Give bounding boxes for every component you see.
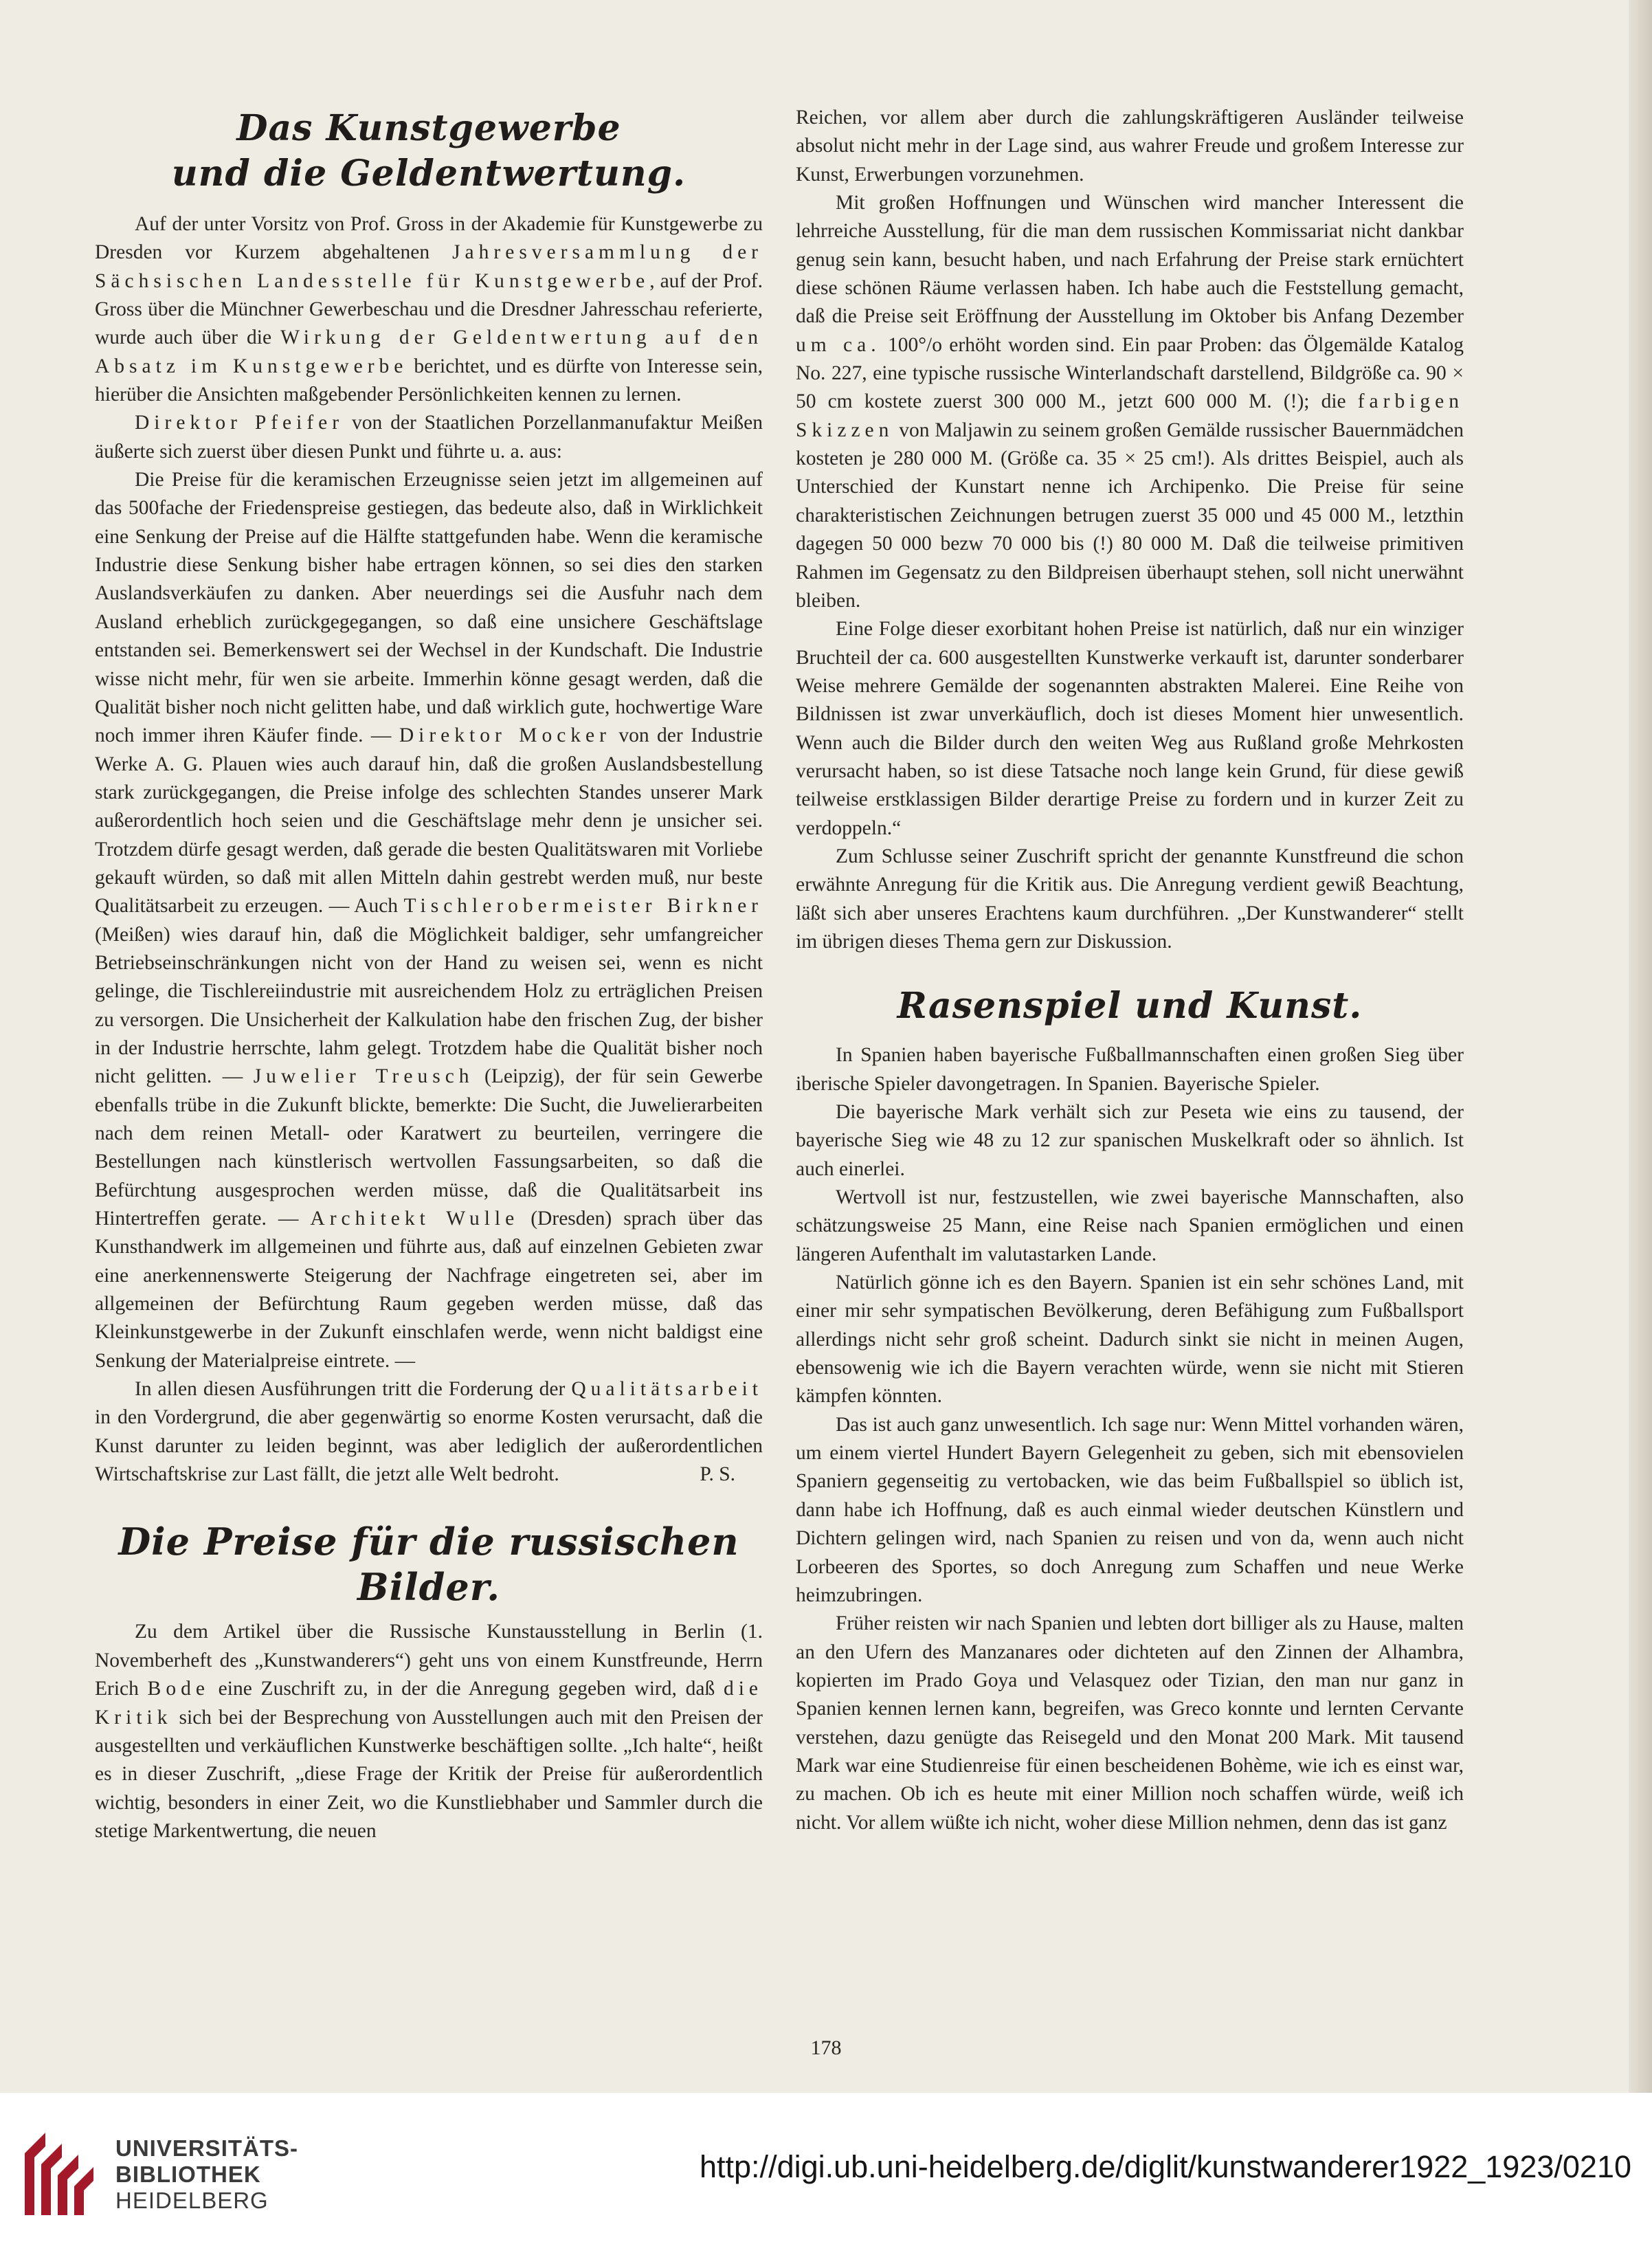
heading-line: und die Geldentwertung.	[171, 153, 687, 195]
spaced-emphasis: um ca.	[796, 333, 881, 356]
paragraph	[95, 466, 763, 1375]
spaced-emphasis: Juwelier Treusch	[253, 1065, 474, 1088]
text-run: (Dresden) sprach über das Kunsthandwerk im allgemeinen und führte aus, daß auf einzelnen Gebieten zwar eine anerkennenswerte Steigerung der Nachfrage eingetreten sei, aber im allgemeinen der Befürchtung Raum gegeben werden müsse, daß das Kleinkunstgewerbe in der Zukunft einschlafen werde, wenn nicht baldigst eine Senkung der Materialpreise eintrete. —	[95, 1208, 763, 1372]
spaced-emphasis: Bode	[147, 1678, 210, 1700]
text-run: Zu dem Artikel über die Russische Kunstausstellung in Berlin (1. Novemberheft des „Kunstwanderers“) geht uns von einem Kunstfreunde, Herrn Erich	[95, 1621, 763, 1700]
text-run: eine Zuschrift zu, in der die Anregung gegeben wird, daß	[209, 1678, 724, 1700]
heading-line: Das Kunstgewerbe	[236, 107, 621, 149]
paragraph: In Spanien haben bayerische Fußballmannschaften einen großen Sieg über iberische Spieler davongetragen. In Spanien. Bayerische Spieler.	[796, 1044, 1464, 1095]
spaced-emphasis: Tischlerobermeister Birkner	[403, 895, 763, 918]
author-signature: P. S.	[700, 1463, 735, 1486]
text-run: berichtet, und es dürfte von Interesse sein, hierüber die Ansichten maßgebender Persönlichkeiten kennen zu lernen.	[95, 355, 763, 406]
text-run: sich bei der Besprechung von Ausstellungen auch mit den Preisen der ausgestellten und verkäuflichen Kunstwerke beschäftigen sollte. „Ich halte“, heißt es in dieser Zuschrift, „diese Frage der Kritik der Preise für außerordentlich wichtig, besonders in einer Zeit, wo die Kunstliebhaber und Sammler durch die stetige Markentwertung, die neuen	[95, 1706, 763, 1842]
library-name	[115, 2135, 298, 2214]
article-heading-kunstgewerbe	[95, 106, 763, 197]
text-run: (Meißen) wies darauf hin, daß die Möglichkeit baldiger, sehr umfangreicher Betriebseinschränkungen nicht von der Hand zu weisen sei, wenn es nicht gelinge, die Tischlereiindustrie mit ausreichendem Holz zu erträglichen Preisen zu versorgen. Die Unsicherheit der Kalkulation habe den frischen Zug, der bisher in der Industrie herrschte, lahm gelegt. Trotzdem habe die Qualität bisher noch nicht gelitten. —	[95, 923, 763, 1088]
paragraph: Früher reisten wir nach Spanien und lebten dort billiger als zu Hause, malten an den Ufern des Manzanares oder dichteten auf den Zinnen der Alhambra, kopierten im Prado Goya und Velasquez oder Tizian, den man nur ganz in Spanien kennen lernen kann, begreifen, was Greco konnte und lernten Cervante verstehen, dazu genügte das Reisegeld und den Monat 200 Mark. Mit tausend Mark war eine Studienreise für einen bescheidenen Bohème, wie ich es einst war, zu machen. Ob ich es heute mit einer Million noch schaffen würde, weiß ich nicht. Vor allem wüßte ich nicht, woher diese Million nehmen, denn das ist ganz	[796, 1612, 1464, 1834]
text-run: In allen diesen Ausführungen tritt die Forderung der	[135, 1378, 572, 1401]
text-run: von Maljawin zu seinem großen Gemälde russischer Bauernmädchen kosteten je 280 000 M. (Größe ca. 35 × 25 cm!). Als drittes Beispiel, auch als Unterschied der Kunstart nenne ich Archipenko. Die Preise für seine charakteristischen Zeichnungen betrugen zuerst 35 000 und 45 000 M., letzthin dagegen 50 000 bezw 70 000 bis (!) 80 000 M. Daß die teilweise primitiven Rahmen im Gegensatz zu den Bildpreisen überhaupt stehen, soll nicht unerwähnt bleiben.	[796, 419, 1464, 612]
source-url-link[interactable]: http://digi.ub.uni-heidelberg.de/diglit/kunstwanderer1922_1923/0210	[700, 2149, 1631, 2184]
left-column	[95, 96, 763, 1845]
spaced-emphasis: Qualitätsarbeit	[571, 1378, 763, 1401]
spaced-emphasis: Architekt Wulle	[310, 1208, 520, 1230]
article-heading-rasenspiel: Rasenspiel und Kunst.	[897, 985, 1363, 1027]
paragraph	[95, 1375, 763, 1489]
spaced-emphasis: die Kritik	[95, 1678, 763, 1729]
paragraph: Eine Folge dieser exorbitant hohen Preise ist natürlich, daß nur ein winziger Bruchteil der ca. 600 ausgestellten Kunstwerke verkauft ist, darunter sonderbarer Weise mehrere Gemälde der sogenannten abstrakten Malerei. Eine Reihe von Bildnissen ist zwar unverkäuflich, doch ist dieses Moment hier unwesentlich. Wenn auch die Bilder durch den weiten Weg aus Rußland große Mehrkosten verursacht haben, so ist diese Tatsache noch lange kein Grund, für diese gewiß teilweise erstklassigen Bilder derartige Preise zu fordern und in kurzer Zeit zu verdoppeln.“	[796, 618, 1464, 839]
paragraph: Die bayerische Mark verhält sich zur Peseta wie eins zu tausend, der bayerische Sieg wie 48 zu 12 zur spanischen Muskelkraft oder so ähnlich. Ist auch einerlei.	[796, 1101, 1464, 1180]
paragraph	[95, 210, 763, 409]
text-run: , auf der Prof. Gross über die Münchner Gewerbeschau und die Dresdner Jahresschau referierte, wurde auch über die	[95, 269, 763, 349]
paragraph: Natürlich gönne ich es den Bayern. Spanien ist ein sehr schönes Land, mit einer mir sehr sympatischen Bevölkerung, deren Befähigung zum Fußballsport allerdings nicht sehr groß scheint. Dadurch sinkt sie nicht in meinen Augen, ebensowenig wie ich die Bayern verachten würde, wenn sie nicht mit Stieren kämpfen könnten.	[796, 1271, 1464, 1408]
text-run: (Leipzig), der für sein Gewerbe ebenfalls trübe in die Zukunft blickte, bemerkte: Die Sucht, die Juwelierarbeiten nach dem reinen Metall- oder Karatwert zu beurteilen, verringere die Bestellungen nach künstlerisch wertvollen Fassungsarbeiten, so daß die Befürchtung ausgesprochen werden müsse, daß die Qualitätsarbeit ins Hintertreffen gerate. —	[95, 1065, 763, 1230]
library-name-line: HEIDELBERG	[115, 2188, 269, 2213]
article-heading-russische-bilder: Die Preise für die russischen Bilder.	[118, 1520, 739, 1610]
right-column	[796, 104, 1464, 1837]
paragraph: Reichen, vor allem aber durch die zahlungskräftigeren Ausländer teilweise absolut nicht mehr in der Lage sind, aus wahrer Freude und großem Interesse zur Kunst, Erwerbungen vorzunehmen.	[796, 107, 1464, 186]
spaced-emphasis: Direktor Mocker	[399, 724, 611, 747]
digitization-footer	[0, 2093, 1652, 2255]
spaced-emphasis: Jahresversammlung der Sächsischen Landesstelle für Kunstgewerbe	[95, 241, 763, 292]
paragraph	[95, 1618, 763, 1845]
text-run: Mit großen Hoffnungen und Wünschen wird mancher Interessent die lehrreiche Ausstellung, für die man dem russischen Kommissariat nicht dankbar genug sein kann, besucht haben, und nach Erfahrung der Preise stark ernüchtert diese schönen Räume verlassen haben. Ich habe auch die Feststellung gemacht, daß die Preise seit Eröffnung der Ausstellung im Oktober bis Anfang Dezember	[796, 192, 1464, 328]
text-run: von der Industrie Werke A. G. Plauen wies auch darauf hin, daß die großen Auslandsbestellung stark zurückgegangen, die Preise infolge des schlechten Standes unserer Mark außerordentlich hoch seien und die Geschäftslage mehr denn je unsicher sei. Trotzdem dürfe gesagt werden, daß gerade die besten Qualitätswaren mit Vorliebe gekauft würden, so daß mit allen Mitteln dahin gestrebt werden muß, nur beste Qualitätsarbeit zu erzeugen. — Auch	[95, 724, 763, 918]
spaced-emphasis: farbigen Skizzen	[796, 390, 1464, 441]
paragraph: Zum Schlusse seiner Zuschrift spricht der genannte Kunstfreund die schon erwähnte Anregung für die Kritik aus. Die Anregung verdient gewiß Beachtung, läßt sich aber unseres Erachtens kaum durchführen. „Der Kunstwanderer“ stellt im übrigen dieses Thema gern zur Diskussion.	[796, 845, 1464, 953]
paragraph	[95, 409, 763, 466]
paragraph: Das ist auch ganz unwesentlich. Ich sage nur: Wenn Mittel vorhanden wären, um einem viertel Hundert Bayern Gelegenheit zu geben, sich mit ebensovielen Spaniern gegenseitig zu vertobacken, wie das beim Fußballspiel so üblich ist, dann habe ich Hoffnung, daß es auch einmal wieder deutschen Künstlern und Dichtern gelingen wird, nach Spanien zu reisen und von da, wenn auch nicht Lorbeeren des Sportes, so doch Anregung zum Schaffen und neue Werke heimzubringen.	[796, 1413, 1464, 1606]
library-name-line: BIBLIOTHEK	[115, 2162, 261, 2187]
text-run: Die Preise für die keramischen Erzeugnisse seien jetzt im allgemeinen auf das 500fache der Friedenspreise gestiegen, das bedeute also, daß in Wirklichkeit eine Senkung der Preise auf die Hälfte stattgefunden habe. Wenn die keramische Industrie diese Senkung bisher habe ertragen können, so sei dies den starken Auslandsverkäufen zu danken. Aber neuerdings sei die Ausfuhr nach dem Ausland erheblich zurückgegegangen, so daß eine unsichere Geschäftslage entstanden sei. Bemerkenswert sei der Wechsel in der Kundschaft. Die Industrie wisse nicht mehr, für wen sie arbeite. Immerhin könne gesagt werden, daß die Qualität bisher noch nicht gelitten habe, und daß wirklich gute, hochwertige Ware noch immer ihren Käufer finde. —	[95, 469, 763, 747]
paragraph: Wertvoll ist nur, festzustellen, wie zwei bayerische Mannschaften, also schätzungsweise 25 Mann, eine Reise nach Spanien ermöglichen und einen längeren Aufenthalt im valutastarken Lande.	[796, 1186, 1464, 1265]
library-name-line: UNIVERSITÄTS-	[115, 2135, 299, 2161]
paragraph	[796, 189, 1464, 615]
text-run: von der Staatlichen Porzellanmanufaktur Meißen äußerte sich zuerst über diesen Punkt und führte u. a. aus:	[95, 412, 763, 463]
spaced-emphasis: Wirkung der Geldentwertung auf den Absatz im Kunstgewerbe	[95, 326, 763, 377]
scan-edge	[1629, 0, 1652, 2093]
text-run: 100°/o erhöht worden sind. Ein paar Proben: das Ölgemälde Katalog No. 227, eine typische russische Winterlandschaft darstellend, Bildgröße ca. 90 × 50 cm kostete zuerst 300 000 M., jetzt 600 000 M. (!); die	[796, 333, 1464, 413]
text-run: Auf der unter Vorsitz von Prof. Gross in der Akademie für Kunstgewerbe zu Dresden vor Kurzem abgehaltenen	[95, 213, 763, 264]
spaced-emphasis: Direktor Pfeifer	[135, 412, 344, 434]
page-number: 178	[810, 2036, 842, 2059]
text-run: in den Vordergrund, die aber gegenwärtig so enorme Kosten verursacht, daß die Kunst darunter zu leiden beginnt, was aber lediglich der außerordentlichen Wirtschaftskrise zur Last fällt, die jetzt alle Welt bedroht.	[95, 1406, 763, 1486]
university-library-logo-icon	[18, 2126, 100, 2222]
